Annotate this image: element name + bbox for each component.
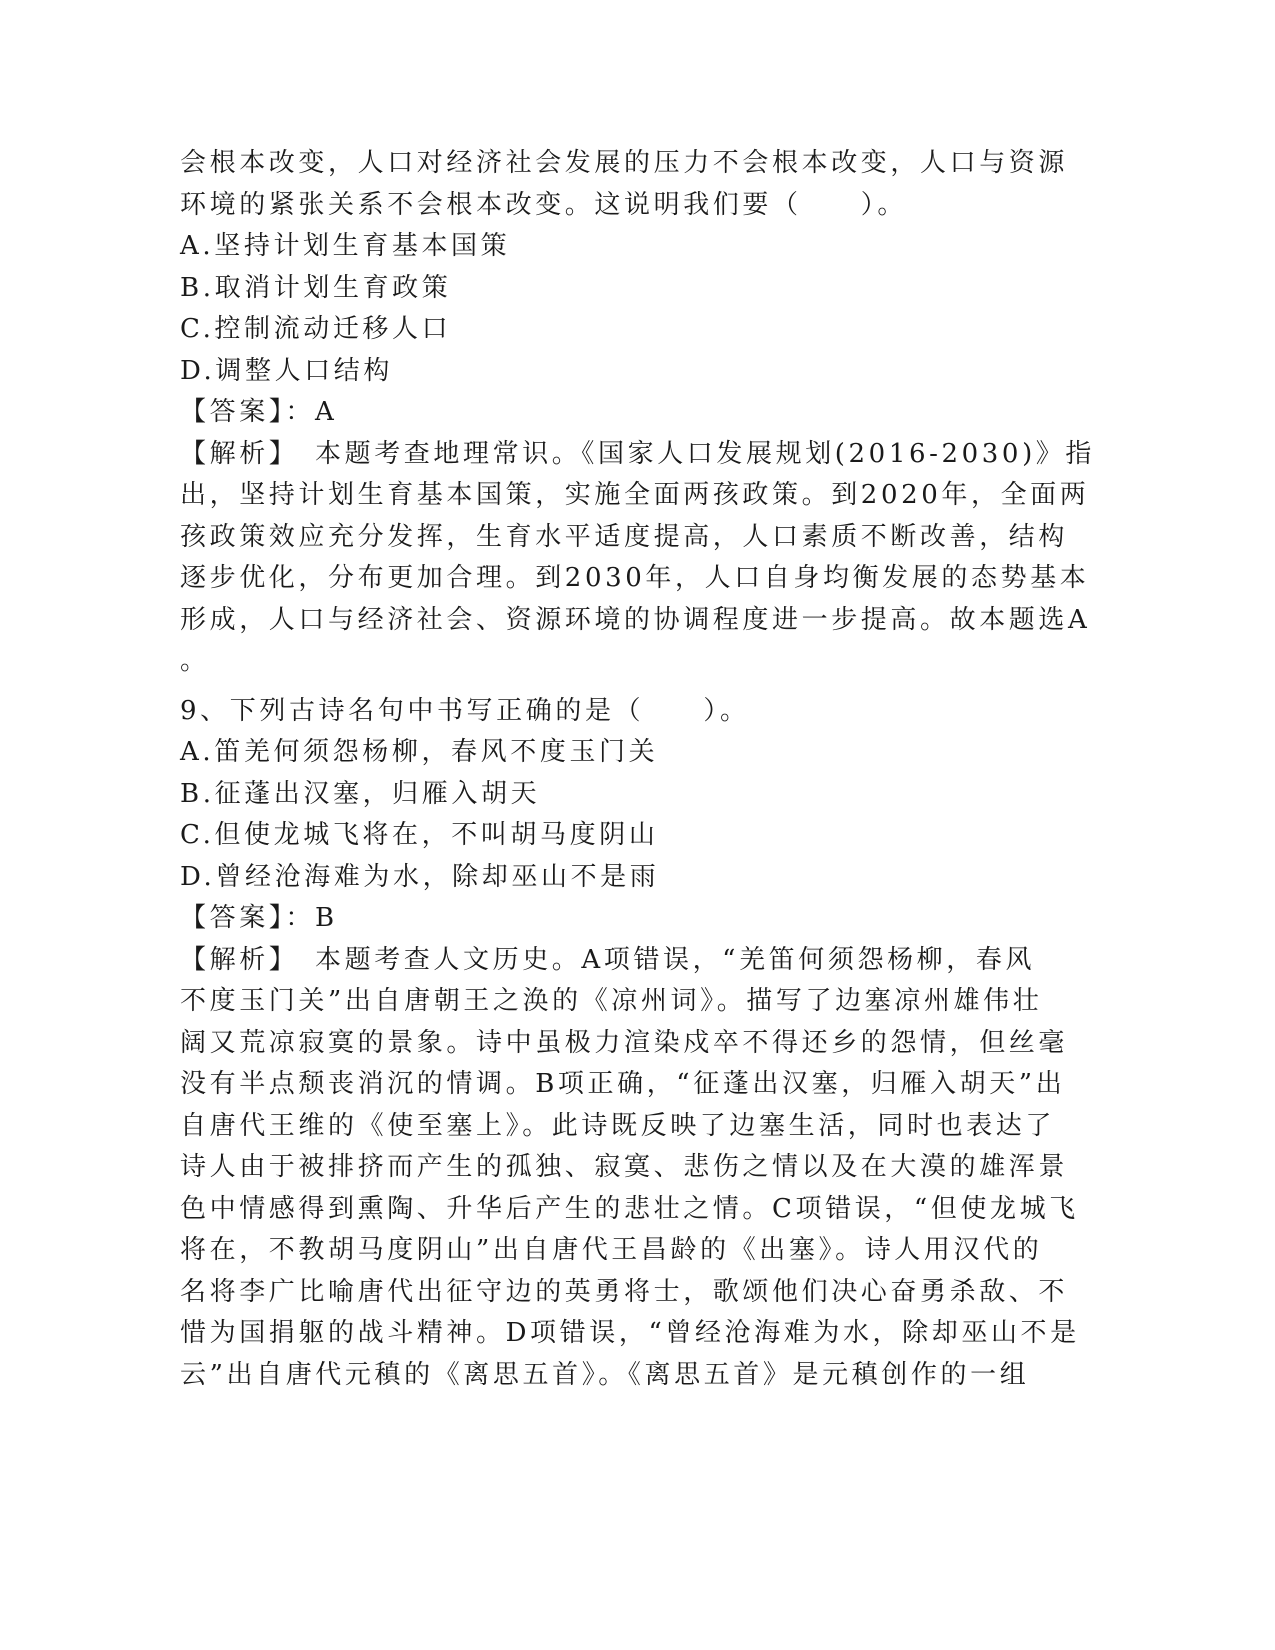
question-9-block	[180, 691, 1080, 1397]
question-9-stem: 9、下列古诗名句中书写正确的是（ ）。	[180, 695, 750, 726]
question-8-option-d: D.调整人口结构	[180, 355, 393, 386]
question-9-analysis-line: 色中情感得到熏陶、升华后产生的悲壮之情。C项错误，“但使龙城飞	[180, 1193, 1079, 1224]
question-9-analysis-line: 【解析】 本题考查人文历史。A项错误，“羌笛何须怨杨柳，春风	[180, 944, 1036, 975]
question-8-analysis-line: 出，坚持计划生育基本国策，实施全面两孩政策。到2020年，全面两	[180, 480, 1090, 510]
question-9-analysis-line: 名将李广比喻唐代出征守边的英勇将士，歌颂他们决心奋勇杀敌、不	[180, 1276, 1069, 1307]
question-spacer	[180, 683, 1040, 691]
question-8-option-b: B.取消计划生育政策	[180, 272, 452, 303]
question-9-option-c: C.但使龙城飞将在，不叫胡马度阴山	[180, 820, 659, 850]
question-9-analysis-line: 惜为国捐躯的战斗精神。D项错误，“曾经沧海难为水，除却巫山不是	[180, 1318, 1080, 1348]
question-8-option-a: A.坚持计划生育基本国策	[180, 231, 511, 261]
question-9-option-d: D.曾经沧海难为水，除却巫山不是雨	[180, 861, 660, 892]
question-8-stem-line: 环境的紧张关系不会根本改变。这说明我们要（ ）。	[180, 189, 908, 220]
question-9-analysis-line: 阔又荒凉寂寞的景象。诗中虽极力渲染戍卒不得还乡的怨情，但丝毫	[180, 1027, 1069, 1058]
question-8-analysis-line: 【解析】 本题考查地理常识。《国家人口发展规划(2016-2030)》指	[180, 438, 1096, 469]
question-9-analysis-line: 云”出自唐代元稹的《离思五首》。《离思五首》是元稹创作的一组	[180, 1359, 1030, 1390]
question-8-analysis-line: 孩政策效应充分发挥，生育水平适度提高，人口素质不断改善，结构	[180, 521, 1069, 552]
question-8-stem-line: 会根本改变，人口对经济社会发展的压力不会根本改变，人口与资源	[180, 148, 1069, 178]
question-9-answer: 【答案】：B	[180, 903, 338, 933]
question-9-analysis-line: 不度玉门关”出自唐朝王之涣的《凉州词》。描写了边塞凉州雄伟壮	[180, 986, 1043, 1016]
question-9-option-b: B.征蓬出汉塞，归雁入胡天	[180, 778, 541, 809]
question-8-analysis-line: 。	[180, 646, 210, 676]
document-body	[180, 143, 1096, 1396]
question-8-analysis-line: 形成，人口与经济社会、资源环境的协调程度进一步提高。故本题选A	[180, 604, 1091, 635]
question-8-block	[180, 143, 1096, 683]
question-8-option-c: C.控制流动迁移人口	[180, 314, 452, 344]
question-9-analysis-line: 自唐代王维的《使至塞上》。此诗既反映了边塞生活，同时也表达了	[180, 1110, 1056, 1141]
question-8-analysis-line: 逐步优化，分布更加合理。到2030年，人口自身均衡发展的态势基本	[180, 563, 1090, 593]
question-9-analysis-line: 没有半点颓丧消沉的情调。B项正确，“征蓬出汉塞，归雁入胡天”出	[180, 1069, 1066, 1099]
question-9-analysis-line: 诗人由于被排挤而产生的孤独、寂寞、悲伤之情以及在大漠的雄浑景	[180, 1152, 1069, 1182]
question-8-answer: 【答案】：A	[180, 397, 338, 427]
question-9-analysis-line: 将在，不教胡马度阴山”出自唐代王昌龄的《出塞》。诗人用汉代的	[180, 1235, 1043, 1265]
question-9-option-a: A.笛羌何须怨杨柳，春风不度玉门关	[180, 737, 659, 767]
